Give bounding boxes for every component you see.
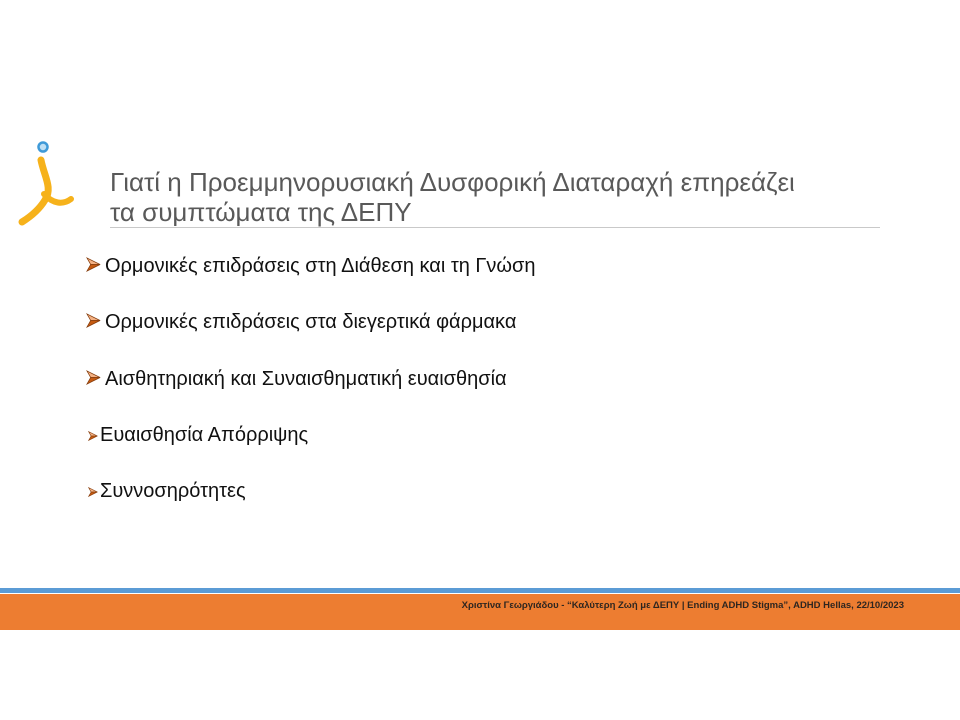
bullet-item (88, 423, 308, 447)
footer-band (0, 594, 960, 630)
arrowhead-bullet-icon (86, 257, 101, 272)
bullet-text: Συννοσηρότητες (100, 480, 246, 502)
bullet-text: Ορμονικές επιδράσεις στη Διάθεση και τη Γνώση (105, 255, 536, 277)
bullet-item (86, 367, 507, 391)
bullet-item (88, 479, 246, 503)
ribbon-figure-logo-icon (16, 136, 76, 228)
logo (16, 136, 76, 228)
arrowhead-bullet-icon (88, 487, 98, 497)
slide-title-line-1: Γιατί η Προεμμηνορυσιακή Δυσφορική Διαταραχή επηρεάζει (110, 167, 795, 197)
footer-text: Χριστίνα Γεωργιάδου - “Καλύτερη Ζωή με ΔΕΠΥ | Ending ADHD Stigma”, ADHD Hellas, 22/10/2023 (461, 600, 904, 611)
bullet-item (86, 254, 536, 278)
arrowhead-bullet-icon (86, 370, 101, 385)
slide-title (110, 167, 795, 227)
arrowhead-bullet-icon (86, 313, 101, 328)
slide-title-line-2: τα συμπτώματα της ΔΕΠΥ (110, 197, 412, 227)
arrowhead-bullet-icon (88, 431, 98, 441)
title-divider (110, 227, 880, 228)
footer-stripe (0, 588, 960, 593)
bullet-text: Ορμονικές επιδράσεις στα διεγερτικά φάρμακα (105, 311, 517, 333)
bullet-text: Ευαισθησία Απόρριψης (100, 424, 309, 446)
bullet-item (86, 310, 516, 334)
bullet-text: Αισθητηριακή και Συναισθηματική ευαισθησία (105, 368, 507, 390)
